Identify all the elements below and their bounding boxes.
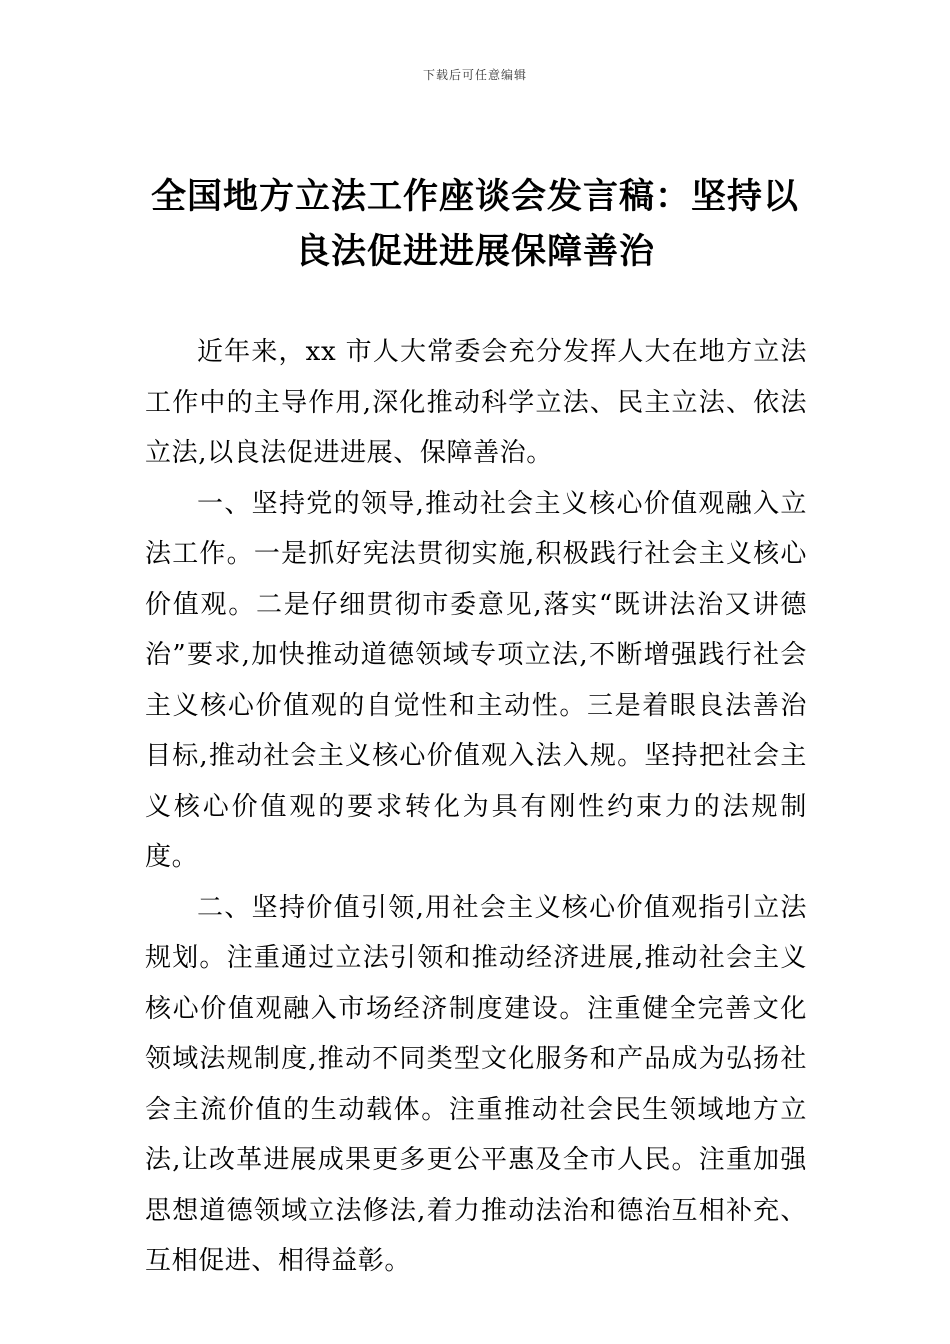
title-line-1: 全国地方立法工作座谈会发言稿：坚持以 xyxy=(150,177,799,217)
document-title xyxy=(145,170,805,280)
document-body xyxy=(145,327,807,1287)
paragraph-intro: 近年来，xx 市人大常委会充分发挥人大在地方立法工作中的主导作用,深化推动科学立法、民主立法、依法立法,以良法促进进展、保障善治。 xyxy=(145,337,807,468)
paragraph-section-1: 一、坚持党的领导,推动社会主义核心价值观融入立法工作。一是抓好宪法贯彻实施,积极践行社会主义核心价值观。二是仔细贯彻市委意见,落实“既讲法治又讲德治”要求,加快推动道德领域专项立法,不断增强践行社会主义核心价值观的自觉性和主动性。三是着眼良法善治目标,推动社会主义核心价值观入法入规。坚持把社会主义核心价值观的要求转化为具有刚性约束力的法规制度。 xyxy=(145,488,807,872)
paragraph-section-2: 二、坚持价值引领,用社会主义核心价值观指引立法规划。注重通过立法引领和推动经济进展,推动社会主义核心价值观融入市场经济制度建设。注重健全完善文化领域法规制度,推动不同类型文化服务和产品成为弘扬社会主流价值的生动载体。注重推动社会民生领域地方立法,让改革进展成果更多更公平惠及全市人民。注重加强思想道德领域立法修法,着力推动法治和德治互相补充、互相促进、相得益彰。 xyxy=(145,892,807,1276)
title-line-2: 良法促进进展保障善治 xyxy=(294,232,655,272)
header-note: 下载后可任意编辑 xyxy=(422,68,527,82)
